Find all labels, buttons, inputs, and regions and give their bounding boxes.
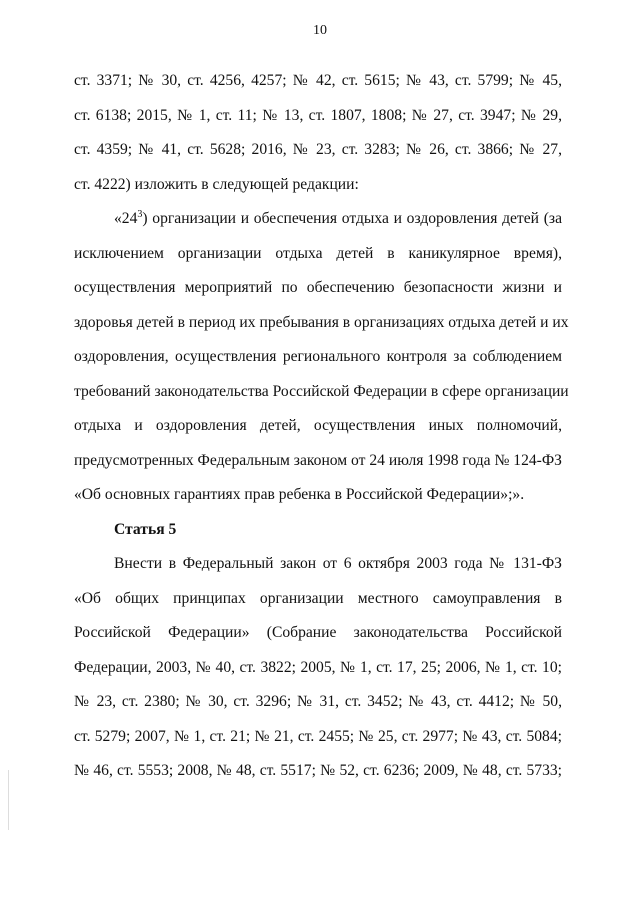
text-line-20: ст. 5279; 2007, № 1, ст. 21; № 21, ст. 2455; № 25, ст. 2977; № 43, ст. 5084; xyxy=(74,727,562,745)
text-line-13: «Об основных гарантиях прав ребенка в Российской Федерации»;». xyxy=(74,486,525,503)
text-line-11: отдыха и оздоровления детей, осуществления иных полномочий, xyxy=(74,417,562,434)
text-line-7: осуществления мероприятий по обеспечению безопасности жизни и xyxy=(74,279,562,296)
text-line-15: Внести в Федеральный закон от 6 октября 2003 года № 131-ФЗ xyxy=(114,555,562,572)
text-line-12: предусмотренных Федеральным законом от 24 июля 1998 года № 124-ФЗ xyxy=(74,451,562,469)
text-line-2: ст. 6138; 2015, № 1, ст. 11; № 13, ст. 1807, 1808; № 27, ст. 3947; № 29, xyxy=(74,106,562,124)
text-line-5 xyxy=(74,202,562,237)
text-line-16: «Об общих принципах организации местного самоуправления в xyxy=(74,589,562,607)
text-line-8: здоровья детей в период их пребывания в организациях отдыха детей и их xyxy=(74,313,569,331)
scan-margin-mark xyxy=(8,770,9,830)
quote-item-number: «24 xyxy=(114,210,138,227)
text-line-1: ст. 3371; № 30, ст. 4256, 4257; № 42, ст. 5615; № 43, ст. 5799; № 45, xyxy=(74,72,562,89)
text-line-21: № 46, ст. 5553; 2008, № 48, ст. 5517; № 52, ст. 6236; 2009, № 48, ст. 5733; xyxy=(74,762,562,779)
article-heading: Статья 5 xyxy=(114,520,177,538)
text-line-10: требований законодательства Российской Федерации в сфере организации xyxy=(74,382,569,400)
text-line-3: ст. 4359; № 41, ст. 5628; 2016, № 23, ст. 3283; № 26, ст. 3866; № 27, xyxy=(74,141,562,158)
text-line-4: ст. 4222) изложить в следующей редакции: xyxy=(74,175,359,193)
text-line-9: оздоровления, осуществления регионального контроля за соблюдением xyxy=(74,348,562,365)
item-superscript: 3 xyxy=(137,208,143,220)
document-body xyxy=(74,64,569,789)
text-line-5-rest: ) организации и обеспечения отдыха и оздоровления детей (за xyxy=(142,210,562,227)
text-line-19: № 23, ст. 2380; № 30, ст. 3296; № 31, ст. 3452; № 43, ст. 4412; № 50, xyxy=(74,693,562,710)
text-line-17: Российской Федерации» (Собрание законодательства Российской xyxy=(74,624,562,641)
text-line-6: исключением организации отдыха детей в каникулярное время), xyxy=(74,244,562,262)
page-number: 10 xyxy=(313,23,327,38)
text-line-18: Федерации, 2003, № 40, ст. 3822; 2005, № 1, ст. 17, 25; 2006, № 1, ст. 10; xyxy=(74,658,562,676)
